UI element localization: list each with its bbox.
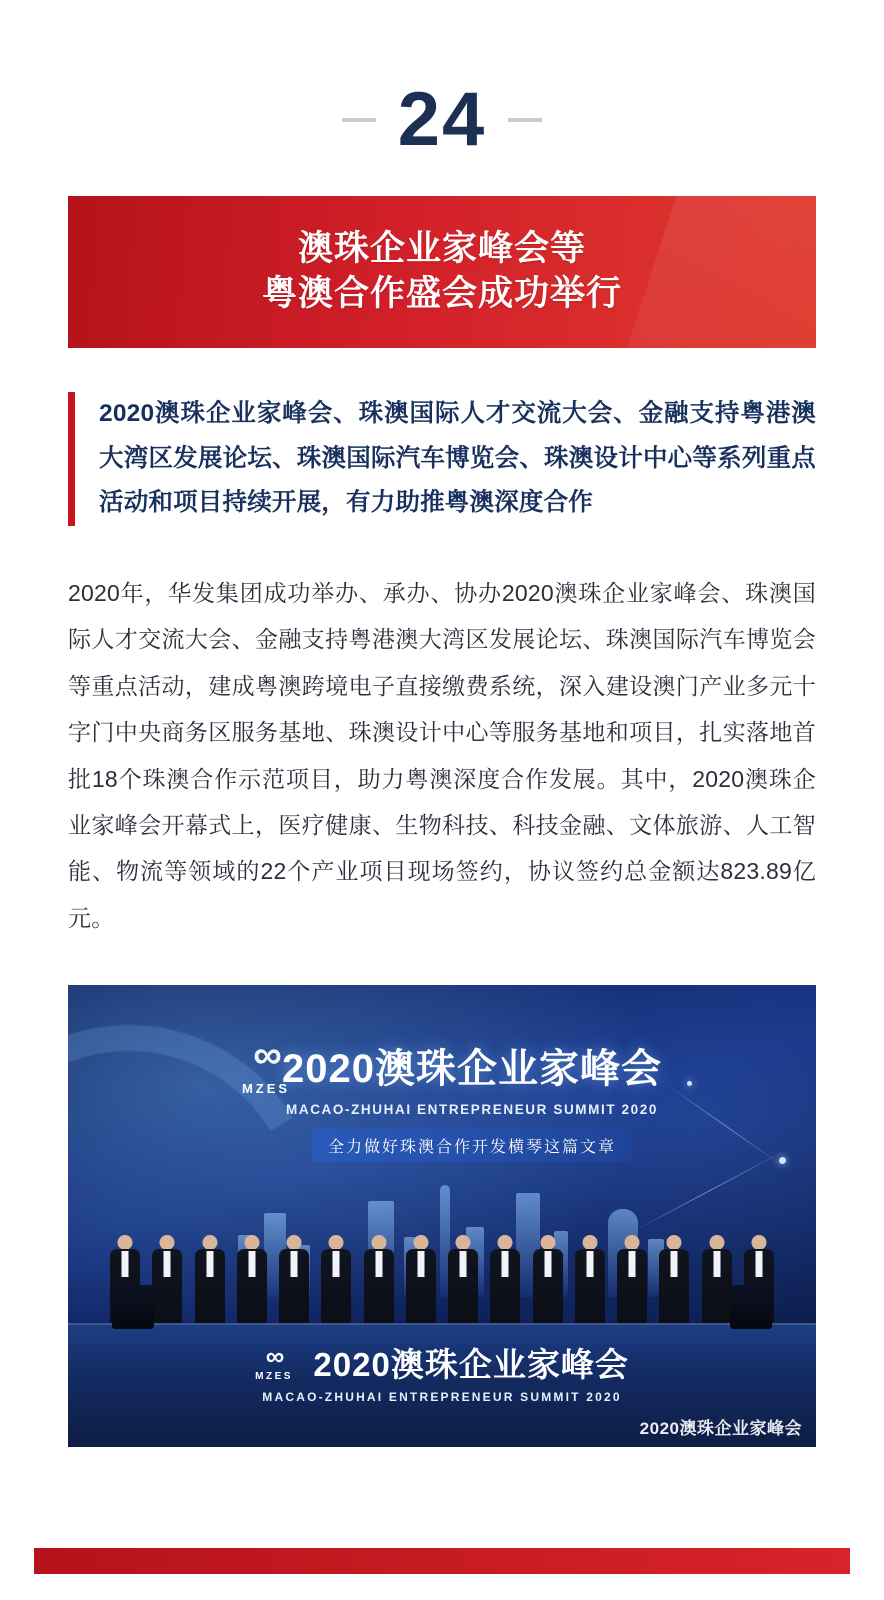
screen-subtitle-en: MACAO-ZHUHAI ENTREPRENEUR SUMMIT 2020 — [286, 1102, 658, 1118]
banner-title-line-1: 澳珠企业家峰会等 — [297, 229, 586, 269]
attendee-row — [108, 1215, 776, 1327]
photo-figure — [68, 985, 816, 1447]
attendee-part — [582, 1235, 597, 1250]
summit-photo — [68, 985, 816, 1447]
number-dash-right — [508, 118, 542, 122]
attendee-part — [202, 1235, 217, 1250]
stage-front-panel — [68, 1323, 816, 1447]
attendee — [488, 1235, 522, 1327]
stage-speaker-right — [730, 1285, 772, 1329]
attendee-part — [667, 1235, 682, 1250]
screen-subtitle-cn: 全力做好珠澳合作开发横琴这篇文章 — [312, 1129, 632, 1162]
attendee — [193, 1235, 227, 1327]
banner-title-line-2: 粤澳合作盛会成功举行 — [261, 274, 622, 313]
attendee-part — [460, 1251, 467, 1277]
attendee — [362, 1235, 396, 1327]
stage-mzes-mark-icon: ∞ — [265, 1341, 283, 1372]
attendee-part — [751, 1235, 766, 1250]
attendee — [277, 1235, 311, 1327]
stage-band — [68, 1339, 816, 1404]
screen-text-block — [68, 1033, 816, 1162]
attendee — [446, 1235, 480, 1327]
attendee — [150, 1235, 184, 1327]
mzes-mark-icon: ∞ — [253, 1033, 279, 1078]
attendee-part — [329, 1235, 344, 1250]
mzes-logo-name: MZES — [241, 1081, 291, 1097]
lead-summary — [68, 392, 816, 526]
footer-strip — [0, 1514, 884, 1600]
attendee-part — [544, 1251, 551, 1277]
stage-corner-label: 2020澳珠企业家峰会 — [639, 1419, 802, 1439]
title-banner — [68, 196, 816, 348]
attendee-part — [244, 1235, 259, 1250]
attendee-part — [671, 1251, 678, 1277]
stage-subtitle-en: MACAO-ZHUHAI ENTREPRENEUR SUMMIT 2020 — [262, 1390, 622, 1405]
attendee-part — [540, 1235, 555, 1250]
attendee-part — [713, 1251, 720, 1277]
attendee-part — [122, 1251, 129, 1277]
attendee-part — [586, 1251, 593, 1277]
attendee — [700, 1235, 734, 1327]
attendee — [657, 1235, 691, 1327]
attendee — [615, 1235, 649, 1327]
attendee-part — [498, 1235, 513, 1250]
lead-accent-bar — [68, 392, 75, 526]
attendee-part — [502, 1251, 509, 1277]
attendee-part — [160, 1235, 175, 1250]
attendee — [319, 1235, 353, 1327]
attendee — [531, 1235, 565, 1327]
attendee-part — [456, 1235, 471, 1250]
attendee-part — [375, 1251, 382, 1277]
section-number: 24 — [397, 77, 487, 162]
attendee-part — [248, 1251, 255, 1277]
body-paragraph: 2020年，华发集团成功举办、承办、协办2020澳珠企业家峰会、珠澳国际人才交流大会、金融支持粤港澳大湾区发展论坛、珠澳国际汽车博览会等重点活动，建成粤澳跨境电子直接缴费系统，深入建设澳门产业多元十字门中央商务区服务基地、珠澳设计中心等服务基地和项目，扎实落地首批18个珠澳合作示范项目，助力粤澳深度合作发展。其中，2020澳珠企业家峰会开幕式上，医疗健康、生物科技、科技金融、文体旅游、人工智能、物流等领域的22个产业项目现场签约，协议签约总金额达823.89亿元。 — [68, 579, 816, 931]
screen-title: 2020澳珠企业家峰会 — [282, 1047, 662, 1092]
attendee-part — [629, 1251, 636, 1277]
attendee-part — [118, 1235, 133, 1250]
attendee-part — [755, 1251, 762, 1277]
attendee-part — [417, 1251, 424, 1277]
attendee — [404, 1235, 438, 1327]
stage-mzes-logo — [255, 1343, 293, 1382]
section-number-header — [0, 0, 884, 162]
attendee-part — [206, 1251, 213, 1277]
number-dash-left — [342, 118, 376, 122]
stage-title: 2020澳珠企业家峰会 — [313, 1346, 629, 1384]
attendee-part — [164, 1251, 171, 1277]
attendee-part — [291, 1251, 298, 1277]
attendee-part — [333, 1251, 340, 1277]
attendee-part — [287, 1235, 302, 1250]
screen-mzes-logo — [218, 1035, 314, 1096]
attendee-part — [371, 1235, 386, 1250]
attendee-part — [413, 1235, 428, 1250]
attendee-part — [709, 1235, 724, 1250]
attendee-part — [625, 1235, 640, 1250]
lead-summary-text: 2020澳珠企业家峰会、珠澳国际人才交流大会、金融支持粤港澳大湾区发展论坛、珠澳国际汽车博览会、珠澳设计中心等系列重点活动和项目持续开展，有力助推粤澳深度合作 — [99, 400, 816, 517]
attendee — [573, 1235, 607, 1327]
attendee — [235, 1235, 269, 1327]
body-section — [68, 570, 816, 942]
footer-red-bar — [34, 1548, 850, 1574]
stage-speaker-left — [112, 1285, 154, 1329]
stage-mzes-logo-name: MZES — [255, 1371, 293, 1383]
